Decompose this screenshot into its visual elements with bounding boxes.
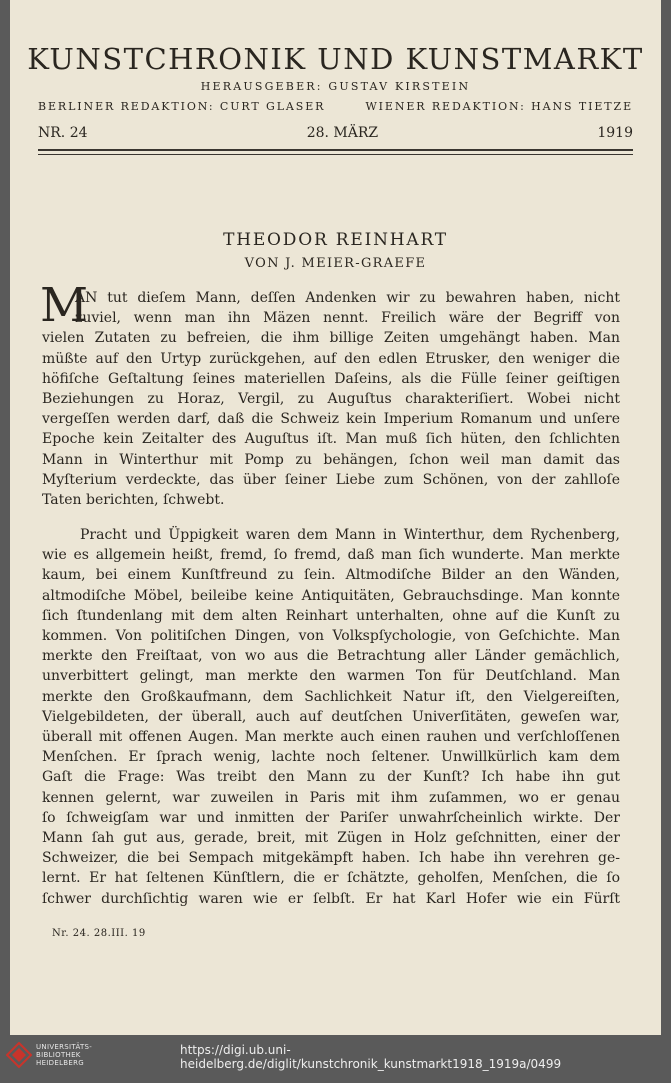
berlin-redaktion: BERLINER REDAKTION: CURT GLASER — [38, 100, 326, 113]
text-line: Mann ſah gut aus, gerade, breit, mit Zügen in Holz geſchnitten, einer der — [42, 830, 620, 847]
text-line: ſo ſchweigſam war und inmitten der Pariſer unwahrſcheinlich wirkte. Der — [42, 809, 620, 826]
text-line: merkte den Freiſtaat, von wo aus die Betrachtung aller Länder gemächlich, — [42, 648, 620, 665]
text-line: kommen. Von politiſchen Dingen, von Volkspſychologie, von Geſchichte. Man — [42, 628, 620, 645]
text-line: Schweizer, die bei Sempach mitgekämpft haben. Ich habe ihn verehren ge- — [42, 850, 620, 867]
text-line: unverbittert gelingt, man merkte den warmen Ton für Deutſchland. Man — [42, 668, 620, 685]
source-url[interactable]: https://digi.ub.uni-heidelberg.de/diglit/kunstchronik_kunstmarkt1918_1919a/0499 — [180, 1043, 562, 1071]
text-line: AN tut dieſem Mann, deſſen Andenken wir zu bewahren haben, nicht — [75, 290, 620, 306]
text-line: Mann in Winterthur mit Pomp zu behängen, ſchon weil man damit das — [42, 451, 620, 468]
drop-cap: M — [40, 278, 89, 333]
text-line: kennen gelernt, war zuweilen in Paris mit ihm zuſammen, wo er genau — [42, 789, 620, 806]
library-seal-icon — [6, 1042, 32, 1068]
text-line: ſich ſtundenlang mit dem alten Reinhart unterhalten, ohne auf die Kunſt zu — [42, 607, 620, 624]
header-rule-thick — [38, 149, 633, 151]
issue-line — [38, 125, 633, 141]
text-line: ſchwer durchſichtig waren wie er ſelbſt. Er hat Karl Hofer wie ein Fürſt — [42, 890, 620, 907]
wien-redaktion: WIENER REDAKTION: HANS TIETZE — [365, 100, 633, 113]
header-rule-thin — [38, 154, 633, 155]
article-title: THEODOR REINHART — [223, 230, 448, 250]
library-name: UNIVERSITÄTS- BIBLIOTHEK HEIDELBERG — [36, 1043, 93, 1067]
issue-year: 1919 — [597, 125, 633, 141]
paragraph-1 — [40, 278, 620, 510]
text-line: überall mit offenen Augen. Man merkte auch einen rauhen und verſchloſſenen — [42, 729, 620, 746]
text-line: kaum, bei einem Kunſtfreund zu ſein. Altmodiſche Bilder an den Wänden, — [42, 567, 620, 584]
issue-date: 28. MÄRZ — [306, 125, 379, 141]
masthead-redaktion — [38, 100, 633, 113]
text-line: Beziehungen zu Horaz, Vergil, zu Auguſtus charakteriſiert. Wobei nicht — [42, 391, 620, 408]
text-line: Gaſt die Frage: Was treibt den Mann zu der Kunſt? Ich habe ihn gut — [42, 769, 620, 786]
text-line: höfiſche Geſtaltung ſeines materiellen Daſeins, als die Fülle ſeiner geiſtigen — [42, 370, 620, 387]
masthead-title: KUNSTCHRONIK UND KUNSTMARKT — [27, 42, 644, 76]
text-line: wie es allgemein heißt, fremd, ſo fremd, daß man ſich wunderte. Man merkte — [42, 547, 620, 564]
paragraph-2 — [42, 525, 620, 909]
text-line: merkte den Großkaufmann, dem Sachlichkeit Natur iſt, den Vielgereiſten, — [42, 688, 620, 705]
text-line: Pracht und Üppigkeit waren dem Mann in Winterthur, dem Rychenberg, — [80, 527, 620, 543]
issue-number: NR. 24 — [38, 125, 88, 141]
text-line: zuviel, wenn man ihn Mäzen nennt. Freilich wäre der Begriff von — [75, 310, 620, 327]
text-line: Taten berichten, ſchwebt. — [42, 492, 225, 509]
page-signature: Nr. 24. 28.III. 19 — [52, 928, 146, 939]
text-line: Epoche kein Zeitalter des Auguſtus iſt. Man muß ſich hüten, den ſchlichten — [42, 431, 620, 448]
masthead-editor: HERAUSGEBER: GUSTAV KIRSTEIN — [200, 80, 471, 93]
text-line: vielen Zutaten zu befreien, die ihm billige Zeiten umgehängt haben. Man — [42, 330, 620, 347]
text-line: vergeſſen werden darf, daß die Schweiz kein Imperium Romanum und unſere — [42, 411, 620, 428]
document-page — [10, 0, 661, 1035]
text-line: Vielgebildeten, der überall, auch auf deutſchen Univerſitäten, geweſen war, — [42, 708, 620, 725]
text-line: Menſchen. Er ſprach wenig, lachte noch ſeltener. Unwillkürlich kam dem — [42, 749, 620, 766]
library-logo[interactable] — [6, 1042, 92, 1068]
article-byline: VON J. MEIER-GRAEFE — [244, 256, 427, 271]
text-line: altmodiſche Möbel, beileibe keine Antiquitäten, Gebrauchsdinge. Man konnte — [42, 587, 620, 604]
text-line: lernt. Er hat ſeltenen Künſtlern, die er ſchätzte, geholfen, Menſchen, die ſo — [42, 870, 620, 887]
text-line: Myſterium verdeckte, das über ſeiner Liebe zum Schönen, von der zahlloſe — [42, 471, 620, 488]
text-line: müßte auf den Urtyp zurückgehen, auf den edlen Etrusker, den weniger die — [42, 350, 620, 367]
